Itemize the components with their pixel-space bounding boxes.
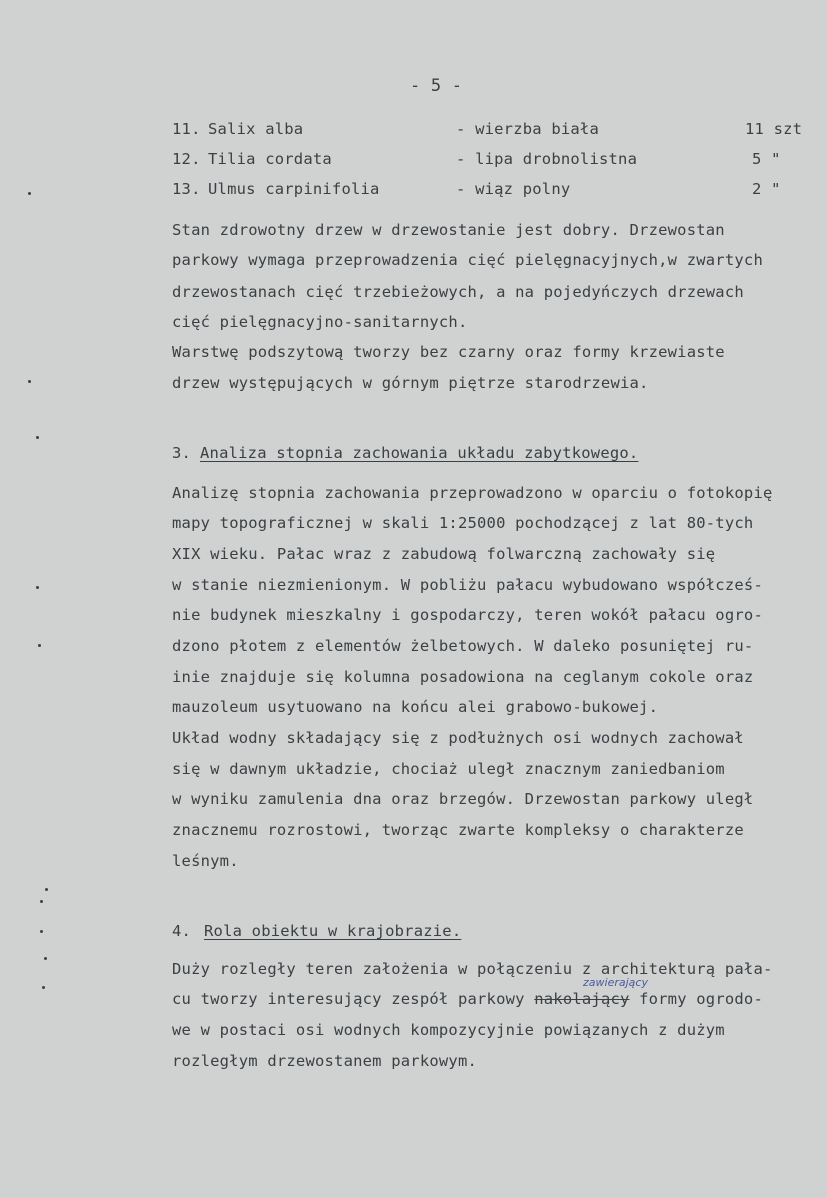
paragraph-line: znacznemu rozrostowi, tworząc zwarte kompleksy o charakterze [172,821,744,839]
scan-speck [28,192,31,195]
paragraph-line: parkowy wymaga przeprowadzenia cięć pielęgnacyjnych,w zwartych [172,251,763,269]
paragraph-line: mapy topograficznej w skali 1:25000 pochodzącej z lat 80-tych [172,514,754,532]
section-number: 3. [172,444,192,462]
page-number: - 5 - [410,76,463,96]
paragraph-line: Duży rozległy teren założenia w połączeniu z architekturą pała- [172,960,773,978]
struck-word: nakolający [534,990,630,1008]
handwritten-correction: zawierający [583,976,648,989]
line-text: cu tworzy interesujący zespół parkowy [172,990,535,1008]
scan-speck [28,380,31,383]
species-latin-name: Salix alba [208,120,304,138]
species-polish-name: - wiąz polny [456,180,571,198]
paragraph-line: w stanie niezmienionym. W pobliżu pałacu wybudowano współcześ- [172,576,763,594]
species-latin-name: Tilia cordata [208,150,332,168]
scan-speck [42,986,45,989]
paragraph-line: XIX wieku. Pałac wraz z zabudową folwarczną zachowały się [172,545,716,563]
paragraph-line: rozległym drzewostanem parkowym. [172,1052,478,1070]
scan-speck [45,888,48,891]
line-text: formy ogrodo- [629,990,763,1008]
paragraph-line: Analizę stopnia zachowania przeprowadzono w oparciu o fotokopię [172,484,773,502]
paragraph-line: drzew występujących w górnym piętrze starodrzewia. [172,374,649,392]
species-count: 2 " [752,180,781,198]
paragraph-line: cięć pielęgnacyjno-sanitarnych. [172,313,468,331]
scan-speck [40,930,43,933]
scan-speck [40,900,43,903]
species-number: 13. [172,180,201,198]
species-count: 5 " [752,150,781,168]
species-polish-name: - lipa drobnolistna [456,150,638,168]
paragraph-line: w wyniku zamulenia dna oraz brzegów. Drzewostan parkowy uległ [172,790,754,808]
section-number: 4. [172,922,192,940]
scan-speck [36,586,39,589]
species-latin-name: Ulmus carpinifolia [208,180,380,198]
paragraph-line: nie budynek mieszkalny i gospodarczy, teren wokół pałacu ogro- [172,606,763,624]
species-number: 11. [172,120,201,138]
species-number: 12. [172,150,201,168]
paragraph-line: drzewostanach cięć trzebieżowych, a na pojedyńczych drzewach [172,283,744,301]
scan-speck [36,436,39,439]
paragraph-line: we w postaci osi wodnych kompozycyjnie powiązanych z dużym [172,1021,725,1039]
section-heading: Analiza stopnia zachowania układu zabytkowego. [200,444,639,462]
paragraph-line: Warstwę podszytową tworzy bez czarny oraz formy krzewiaste [172,343,725,361]
paragraph-line: dzono płotem z elementów żelbetowych. W daleko posuniętej ru- [172,637,754,655]
paragraph-line: inie znajduje się kolumna posadowiona na ceglanym cokole oraz [172,668,754,686]
paragraph-line [172,990,763,1008]
paragraph-line: Stan zdrowotny drzew w drzewostanie jest dobry. Drzewostan [172,221,725,239]
paragraph-line: mauzoleum usytuowano na końcu alei grabowo-bukowej. [172,698,659,716]
paragraph-line: się w dawnym układzie, chociaż uległ znacznym zaniedbaniom [172,760,725,778]
section-heading: Rola obiektu w krajobrazie. [204,922,462,940]
species-count: 11 szt [745,120,803,138]
paragraph-line: leśnym. [172,852,239,870]
paragraph-line: Układ wodny składający się z podłużnych osi wodnych zachował [172,729,744,747]
species-polish-name: - wierzba biała [456,120,599,138]
scan-speck [44,957,47,960]
scan-speck [38,644,41,647]
